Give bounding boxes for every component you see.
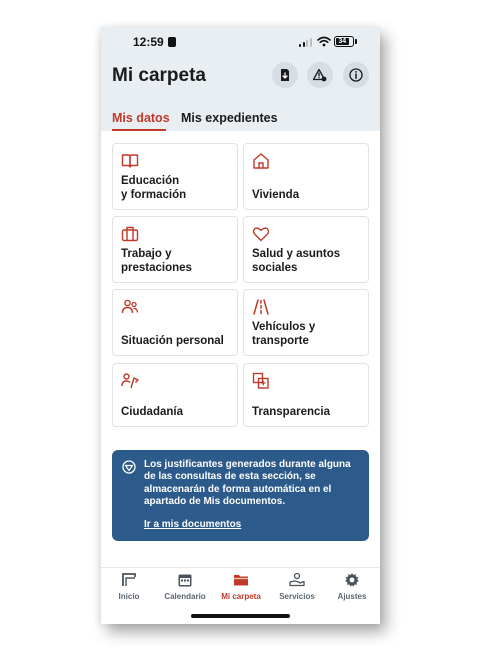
category-card-ciudadania[interactable] bbox=[112, 363, 238, 427]
home-icon bbox=[121, 572, 137, 588]
category-card-salud[interactable] bbox=[243, 216, 369, 283]
heart-icon bbox=[252, 225, 270, 243]
tab-mis-datos[interactable]: Mis datos bbox=[112, 111, 170, 125]
category-card-trabajo[interactable] bbox=[112, 216, 238, 283]
signal-icon bbox=[299, 37, 313, 47]
category-card-educacion[interactable] bbox=[112, 143, 238, 210]
calendar-icon bbox=[177, 572, 193, 588]
card-label: Ciudadanía bbox=[121, 406, 183, 418]
card-label: Educación y formación bbox=[121, 175, 187, 201]
home-indicator bbox=[191, 614, 290, 618]
house-icon bbox=[252, 152, 270, 170]
active-tab-indicator bbox=[112, 129, 166, 131]
status-bar bbox=[101, 27, 380, 55]
nav-label: Mi carpeta bbox=[221, 592, 261, 601]
folder-icon bbox=[233, 572, 249, 588]
battery-icon bbox=[334, 36, 354, 47]
tabs bbox=[101, 109, 380, 131]
wifi-icon bbox=[317, 36, 331, 47]
category-card-vehiculos[interactable] bbox=[243, 289, 369, 356]
briefcase-icon bbox=[121, 225, 139, 243]
page-title: Mi carpeta bbox=[112, 65, 206, 86]
card-label: Situación personal bbox=[121, 335, 224, 347]
shield-info-icon bbox=[122, 460, 136, 474]
transparency-icon bbox=[252, 372, 270, 390]
info-button[interactable] bbox=[343, 62, 369, 88]
info-icon bbox=[349, 68, 363, 82]
phone-screen bbox=[101, 27, 380, 624]
nav-mi-carpeta[interactable] bbox=[213, 572, 269, 612]
status-time: 12:59 bbox=[133, 35, 164, 49]
nav-label: Calendario bbox=[164, 592, 206, 601]
tab-mis-expedientes[interactable]: Mis expedientes bbox=[181, 111, 278, 125]
alerts-button[interactable] bbox=[307, 62, 333, 88]
card-label: Trabajo y prestaciones bbox=[121, 248, 192, 274]
id-badge-icon bbox=[168, 37, 176, 47]
gear-icon bbox=[344, 572, 360, 588]
downloads-button[interactable] bbox=[272, 62, 298, 88]
card-label: Vehículos y transporte bbox=[252, 321, 316, 347]
book-icon bbox=[121, 152, 139, 170]
category-card-situacion-personal[interactable] bbox=[112, 289, 238, 356]
info-banner bbox=[112, 450, 369, 541]
info-text: Los justificantes generados durante alguna de las consultas de esta sección, se almacenarán de forma automática en el apartado de Mis documentos. bbox=[144, 459, 351, 507]
alert-triangle-icon bbox=[313, 68, 327, 82]
category-card-vivienda[interactable] bbox=[243, 143, 369, 210]
battery-tip bbox=[355, 39, 357, 44]
road-icon bbox=[252, 298, 270, 316]
document-download-icon bbox=[278, 68, 292, 82]
category-card-transparencia[interactable] bbox=[243, 363, 369, 427]
go-to-documents-link[interactable]: Ir a mis documentos bbox=[144, 519, 242, 530]
nav-inicio[interactable] bbox=[101, 572, 157, 612]
nav-calendario[interactable] bbox=[157, 572, 213, 612]
services-icon bbox=[289, 572, 305, 588]
people-icon bbox=[121, 298, 139, 316]
nav-label: Ajustes bbox=[337, 592, 367, 601]
nav-ajustes[interactable] bbox=[324, 572, 380, 612]
card-label: Transparencia bbox=[252, 406, 330, 418]
nav-label: Inicio bbox=[118, 592, 140, 601]
card-label: Vivienda bbox=[252, 189, 300, 201]
card-label: Salud y asuntos sociales bbox=[252, 248, 341, 274]
nav-servicios[interactable] bbox=[269, 572, 325, 612]
nav-label: Servicios bbox=[279, 592, 315, 601]
citizen-flag-icon bbox=[121, 372, 139, 390]
battery-level: 34 bbox=[336, 38, 349, 45]
